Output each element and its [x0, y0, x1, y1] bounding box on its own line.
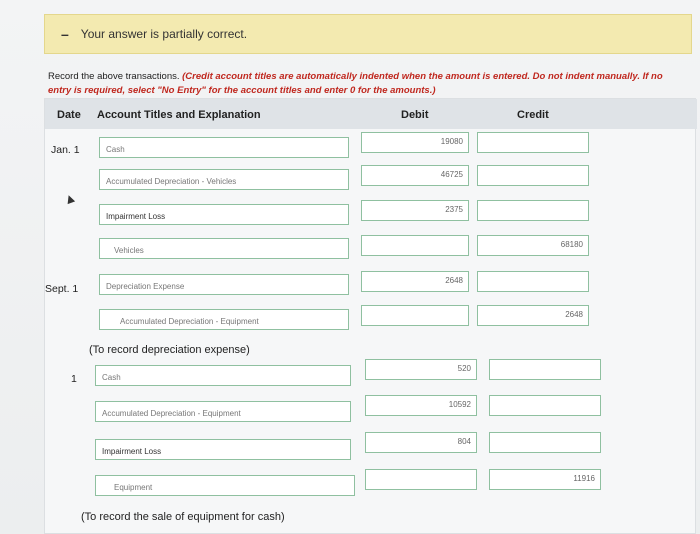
debit-input[interactable]: 2375 — [361, 200, 469, 221]
credit-input[interactable] — [489, 395, 601, 416]
feedback-text: Your answer is partially correct. — [80, 27, 248, 41]
header-account: Account Titles and Explanation — [97, 109, 261, 121]
memo-text: (To record depreciation expense) — [89, 344, 250, 356]
feedback-banner — [44, 14, 692, 54]
account-input[interactable]: Equipment — [95, 475, 355, 496]
account-input[interactable]: Depreciation Expense — [99, 274, 349, 295]
account-input[interactable]: Impairment Loss — [95, 439, 351, 460]
account-input[interactable]: Accumulated Depreciation - Vehicles — [99, 169, 349, 190]
credit-input[interactable]: 2648 — [477, 305, 589, 326]
credit-input[interactable] — [477, 165, 589, 186]
account-input[interactable]: Vehicles — [99, 238, 349, 259]
account-input[interactable]: Accumulated Depreciation - Equipment — [99, 309, 349, 330]
debit-input[interactable]: 46725 — [361, 165, 469, 186]
debit-input[interactable] — [361, 235, 469, 256]
debit-input[interactable]: 19080 — [361, 132, 469, 153]
instructions — [48, 70, 688, 98]
credit-input[interactable] — [477, 132, 589, 153]
credit-input[interactable] — [477, 200, 589, 221]
minus-icon: – — [61, 26, 69, 42]
account-input[interactable]: Cash — [95, 365, 351, 386]
credit-input[interactable] — [489, 432, 601, 453]
debit-input[interactable] — [361, 305, 469, 326]
debit-input[interactable]: 10592 — [365, 395, 477, 416]
account-input[interactable]: Accumulated Depreciation - Equipment — [95, 401, 351, 422]
table-header — [45, 99, 697, 129]
header-credit: Credit — [517, 109, 549, 121]
header-debit: Debit — [401, 109, 429, 121]
account-input[interactable]: Cash — [99, 137, 349, 158]
credit-input[interactable] — [477, 271, 589, 292]
instructions-lead: Record the above transactions. — [48, 71, 183, 82]
credit-input[interactable]: 11916 — [489, 469, 601, 490]
credit-input[interactable] — [489, 359, 601, 380]
date-cell: Sept. 1 — [45, 283, 79, 295]
date-cell: 1 — [71, 373, 77, 385]
header-date: Date — [57, 109, 81, 121]
account-input[interactable]: Impairment Loss — [99, 204, 349, 225]
debit-input[interactable] — [365, 469, 477, 490]
date-cell: Jan. 1 — [51, 144, 80, 156]
debit-input[interactable]: 2648 — [361, 271, 469, 292]
debit-input[interactable]: 520 — [365, 359, 477, 380]
journal-table — [44, 98, 696, 534]
instructions-note: (Credit account titles are automatically indented when the amount is entered. Do not indent manually. If no entry is required, select "No Entry" for the account titles and enter 0 for the amounts.) — [48, 71, 663, 96]
debit-input[interactable]: 804 — [365, 432, 477, 453]
credit-input[interactable]: 68180 — [477, 235, 589, 256]
memo-text: (To record the sale of equipment for cash) — [81, 511, 285, 523]
